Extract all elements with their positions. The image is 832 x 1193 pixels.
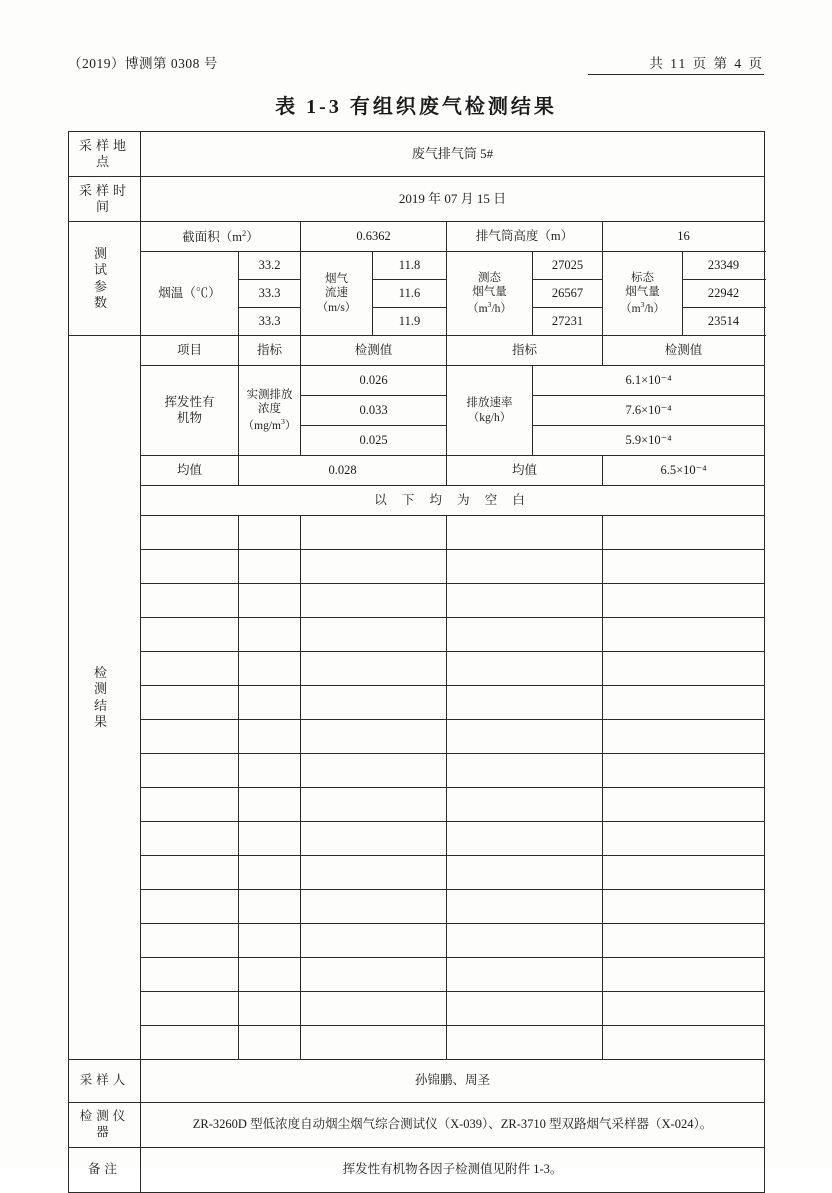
- blank-cell: [141, 516, 239, 550]
- blank-cell: [603, 822, 765, 856]
- table-row: [69, 788, 765, 822]
- blank-cell: [301, 788, 447, 822]
- blank-cell: [141, 618, 239, 652]
- blank-cell: [141, 550, 239, 584]
- measured-flow-label: 测态 烟气量 $(m^3/h)$: [447, 252, 533, 336]
- concentration-value: 0.025: [301, 426, 447, 456]
- smoke-temp-value: 33.2: [239, 252, 301, 280]
- column-header-value-2: 检测值: [603, 336, 765, 366]
- blank-cell: [447, 686, 603, 720]
- blank-cell: [239, 516, 301, 550]
- blank-cell: [603, 516, 765, 550]
- blank-cell: [603, 856, 765, 890]
- results-table: [68, 131, 765, 1193]
- blank-cell: [603, 584, 765, 618]
- blank-cell: [447, 788, 603, 822]
- blank-cell: [141, 788, 239, 822]
- blank-cell: [447, 856, 603, 890]
- blank-cell: [301, 516, 447, 550]
- blank-cell: [603, 788, 765, 822]
- blank-cell: [141, 890, 239, 924]
- blank-cell: [239, 924, 301, 958]
- column-header-value-1: 检测值: [301, 336, 447, 366]
- blank-cell: [603, 618, 765, 652]
- table-row: [69, 550, 765, 584]
- smoke-temp-label: 烟温（℃）: [141, 252, 239, 336]
- blank-cell: [447, 516, 603, 550]
- blank-cell: [603, 890, 765, 924]
- sampler-value: 孙锦鹏、周圣: [141, 1060, 765, 1103]
- test-parameter-label: 测 试 参 数: [69, 222, 141, 336]
- blank-cell: [447, 924, 603, 958]
- blank-cell: [239, 686, 301, 720]
- blank-cell: [239, 754, 301, 788]
- blank-cell: [301, 992, 447, 1026]
- page-header: [68, 52, 764, 72]
- test-result-label: 检 测 结 果: [69, 336, 141, 1060]
- blank-cell: [239, 550, 301, 584]
- table-row: [69, 890, 765, 924]
- remark-label: 备注: [69, 1148, 141, 1193]
- table-row: [69, 992, 765, 1026]
- table-row: [69, 1103, 765, 1148]
- measured-flow-value: 26567: [533, 280, 603, 308]
- blank-cell: [141, 958, 239, 992]
- page-number: 共 11 页 第 4 页: [649, 56, 764, 71]
- table-row: [69, 336, 765, 366]
- table-row: [69, 456, 765, 486]
- blank-cell: [141, 992, 239, 1026]
- blank-cell: [447, 652, 603, 686]
- emission-rate-value: 7.6×10⁻⁴: [533, 396, 765, 426]
- blank-cell: [239, 720, 301, 754]
- section-area-value: 0.6362: [301, 222, 447, 252]
- concentration-value: 0.026: [301, 366, 447, 396]
- standard-flow-value: 23514: [683, 308, 765, 336]
- blank-cell: [301, 856, 447, 890]
- table-row: [69, 924, 765, 958]
- blank-cell: [447, 550, 603, 584]
- avg-value-right: 6.5×10⁻⁴: [603, 456, 765, 486]
- sample-site-label: 采样地点: [69, 132, 141, 177]
- blank-cell: [301, 822, 447, 856]
- blank-cell: [603, 924, 765, 958]
- blank-cell: [447, 618, 603, 652]
- sample-site-value: 废气排气筒 5#: [141, 132, 765, 177]
- blank-cell: [141, 652, 239, 686]
- column-header-item: 项目: [141, 336, 239, 366]
- smoke-temp-value: 33.3: [239, 280, 301, 308]
- blank-cell: [447, 992, 603, 1026]
- blank-cell: [447, 822, 603, 856]
- measured-flow-value: 27231: [533, 308, 603, 336]
- table-row: [69, 132, 765, 177]
- blank-cell: [301, 618, 447, 652]
- section-area-label: 截面积$(m^2)$: [141, 222, 301, 252]
- avg-label-right: 均值: [447, 456, 603, 486]
- table-row: [69, 618, 765, 652]
- blank-cell: [301, 958, 447, 992]
- emission-rate-value: 6.1×10⁻⁴: [533, 366, 765, 396]
- blank-cell: [141, 584, 239, 618]
- blank-cell: [447, 890, 603, 924]
- blank-cell: [447, 584, 603, 618]
- standard-flow-value: 22942: [683, 280, 765, 308]
- blank-cell: [301, 890, 447, 924]
- blank-cell: [603, 720, 765, 754]
- table-row: [69, 856, 765, 890]
- table-row: [69, 1060, 765, 1103]
- blank-cell: [239, 958, 301, 992]
- blank-cell: [447, 720, 603, 754]
- blank-cell: [141, 1026, 239, 1060]
- table-row: [69, 516, 765, 550]
- blank-cell: [239, 890, 301, 924]
- blank-cell: [447, 754, 603, 788]
- blank-cell: [239, 618, 301, 652]
- blank-cell: [239, 788, 301, 822]
- blank-cell: [301, 720, 447, 754]
- table-row: [69, 177, 765, 222]
- avg-label-left: 均值: [141, 456, 239, 486]
- blank-cell: [301, 754, 447, 788]
- blank-cell: [239, 1026, 301, 1060]
- blank-cell: [603, 992, 765, 1026]
- table-row: [69, 366, 765, 396]
- remark-value: 挥发性有机物各因子检测值见附件 1-3。: [141, 1148, 765, 1193]
- blank-cell: [447, 1026, 603, 1060]
- blank-cell: [603, 1026, 765, 1060]
- table-row: [69, 222, 765, 252]
- blank-cell: [301, 924, 447, 958]
- blank-cell: [141, 686, 239, 720]
- blank-cell: [603, 958, 765, 992]
- page-title: 表 1-3 有组织废气检测结果: [275, 96, 557, 118]
- results-table-wrapper: [68, 131, 764, 1193]
- flow-rate-value: 11.6: [373, 280, 447, 308]
- instrument-label: 检测仪器: [69, 1103, 141, 1148]
- blank-cell: [603, 686, 765, 720]
- voc-label: 挥发性有 机物: [141, 366, 239, 456]
- emission-rate-value: 5.9×10⁻⁴: [533, 426, 765, 456]
- table-row: [69, 720, 765, 754]
- blank-cell: [239, 584, 301, 618]
- blank-cell: [603, 754, 765, 788]
- column-header-index-2: 指标: [447, 336, 603, 366]
- table-row: [69, 252, 765, 280]
- flow-rate-value: 11.9: [373, 308, 447, 336]
- flow-rate-label: 烟气 流速 （m/s）: [301, 252, 373, 336]
- table-row: [69, 486, 765, 516]
- table-row: [69, 754, 765, 788]
- table-row: [69, 958, 765, 992]
- blank-cell: [239, 652, 301, 686]
- table-row: [69, 584, 765, 618]
- blank-cell: [301, 686, 447, 720]
- sample-time-label: 采样时间: [69, 177, 141, 222]
- blank-cell: [301, 550, 447, 584]
- stack-height-label: 排气筒高度（m）: [447, 222, 603, 252]
- instrument-value: ZR-3260D 型低浓度自动烟尘烟气综合测试仪（X-039）、ZR-3710 型双路烟气采样器（X-024）。: [141, 1103, 765, 1148]
- blank-cell: [301, 584, 447, 618]
- blank-cell: [141, 856, 239, 890]
- blank-cell: [301, 652, 447, 686]
- emission-rate-label: 排放速率 （kg/h）: [447, 366, 533, 456]
- smoke-temp-value: 33.3: [239, 308, 301, 336]
- blank-cell: [301, 1026, 447, 1060]
- blank-cell: [603, 550, 765, 584]
- table-row: [69, 652, 765, 686]
- table-row: [69, 686, 765, 720]
- page-number-underline: [588, 74, 764, 75]
- blank-cell: [141, 924, 239, 958]
- document-number: （2019）博测第 0308 号: [68, 56, 218, 71]
- sample-time-value: 2019 年 07 月 15 日: [141, 177, 765, 222]
- blank-cell: [141, 754, 239, 788]
- standard-flow-value: 23349: [683, 252, 765, 280]
- blank-cell: [141, 720, 239, 754]
- blank-cell: [239, 822, 301, 856]
- stack-height-value: 16: [603, 222, 765, 252]
- blank-notice: 以 下 均 为 空 白: [141, 486, 765, 516]
- table-row: [69, 1148, 765, 1193]
- measured-flow-value: 27025: [533, 252, 603, 280]
- standard-flow-label: 标态 烟气量 $(m^3/h)$: [603, 252, 683, 336]
- column-header-index-1: 指标: [239, 336, 301, 366]
- blank-cell: [239, 856, 301, 890]
- avg-value-left: 0.028: [239, 456, 447, 486]
- table-row: [69, 1026, 765, 1060]
- blank-cell: [141, 822, 239, 856]
- sampler-label: 采样人: [69, 1060, 141, 1103]
- blank-cell: [239, 992, 301, 1026]
- blank-cell: [603, 652, 765, 686]
- blank-cell: [447, 958, 603, 992]
- concentration-label: 实测排放 浓度 $(mg/m^3)$: [239, 366, 301, 456]
- flow-rate-value: 11.8: [373, 252, 447, 280]
- table-row: [69, 822, 765, 856]
- concentration-value: 0.033: [301, 396, 447, 426]
